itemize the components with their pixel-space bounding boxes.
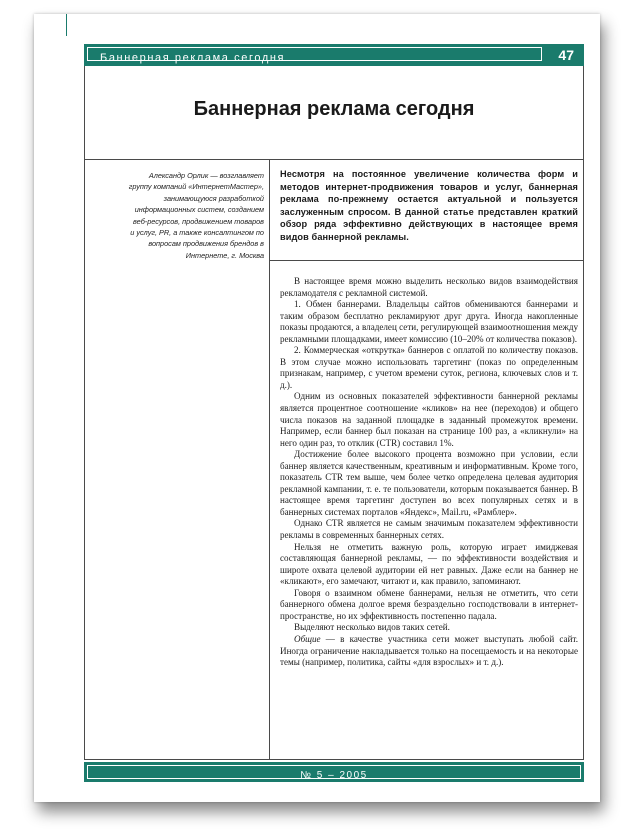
running-footer bbox=[84, 762, 584, 782]
lead-divider bbox=[269, 260, 584, 261]
column-divider bbox=[269, 160, 270, 760]
body-paragraph: Однако CTR является не самым значимым показателем эффективности рекламы в современных баннерных сетях. bbox=[280, 518, 578, 541]
footer-inner-border bbox=[87, 765, 581, 779]
body-paragraph: Говоря о взаимном обмене баннерами, нельзя не отметить, что сети баннерного обмена долгое время безраздельно господствовали в интернет-пространстве, но их эффективность постепенно падала. bbox=[280, 587, 578, 621]
body-paragraph-last bbox=[280, 634, 578, 669]
body-paragraph: Достижение более высокого процента возможно при условии, если баннер является качественным, креативным и информативным. Кроме того, показатель CTR тем выше, чем более четко определена целевая аудитория рекламной кампании, т. е. те пользователи, которым показывается баннер. В настоящее время таргетинг доступен во всех популярных сетях и в баннерных системах порталов «Яндекс», Mail.ru, «Рамблер». bbox=[280, 449, 578, 517]
issue-number: № 5 – 2005 bbox=[300, 770, 368, 781]
title-area bbox=[84, 66, 584, 160]
running-header bbox=[84, 44, 584, 66]
page-number: 47 bbox=[558, 47, 574, 63]
body-paragraph: Одним из основных показателей эффективности баннерной рекламы является процентное соотношение «кликов» на нее (переходов) и общего числа показов на заданной площадке в заданный промежуток времени. Например, если баннер был показан на странице 100 раз, а «кликнули» на него один раз, то отклик (CTR) составил 1%. bbox=[280, 391, 578, 448]
paragraph-lead-word: Общие bbox=[294, 633, 321, 644]
body-paragraph: Выделяют несколько видов таких сетей. bbox=[294, 622, 450, 633]
body-paragraph: В настоящее время можно выделить несколько видов взаимодействия рекламодателя с рекламной системой. bbox=[280, 276, 578, 298]
body-paragraph: Нельзя не отметить важную роль, которую играет имиджевая составляющая баннерной рекламы, — по эффективности воздействия и широте охвата целевой аудитории ей нет равных. Даже если на баннер не «кликают», его замечают, читают и, как правило, запоминают. bbox=[280, 541, 578, 587]
magazine-page bbox=[34, 14, 600, 802]
article-body bbox=[280, 276, 578, 669]
author-note: Александр Орлик — возглавляет группу компаний «ИнтернетМастер», занимающуюся разработкой информационных систем, созданием веб-ресурсов, продвижением товаров и услуг, PR, а также консалтингом по вопросам продвижения брендов в Интернете, г. Москва bbox=[128, 171, 264, 260]
running-header-title: Баннерная реклама сегодня bbox=[100, 52, 286, 64]
body-paragraph: 2. Коммерческая «открутка» баннеров с оплатой по количеству показов. В этом случае можно использовать таргетинг (показ по определенным признакам, например, с учетом времени суток, региона, ключевых слов и т. д.). bbox=[280, 345, 578, 390]
article-lead: Несмотря на постоянное увеличение количества форм и методов интернет-продвижения товаров и услуг, баннерная реклама по-прежнему остается актуальной и пользуется заслуженным спросом. В данной статье представлен краткий обзор ряда эффективно действующих в настоящее время видов баннерной рекламы. bbox=[280, 169, 578, 242]
article-title: Баннерная реклама сегодня bbox=[193, 98, 475, 120]
header-inner-border bbox=[87, 47, 542, 64]
paragraph-rest: — в качестве участника сети может выступать любой сайт. Иногда ограничение накладывается только на посещаемость и на некоторые темы (например, политика, сайты «для взрослых» и т. д.). bbox=[280, 633, 578, 668]
body-paragraph: 1. Обмен баннерами. Владельцы сайтов обмениваются баннерами и таким образом бесплатно рекламируют друг друга. Иногда накопленные показы продаются, а владелец сети, регулирующей взаимоотношения между рекламными площадками, имеет комиссию (10–20% от количества показов). bbox=[280, 299, 578, 344]
top-accent-rule bbox=[66, 14, 67, 36]
